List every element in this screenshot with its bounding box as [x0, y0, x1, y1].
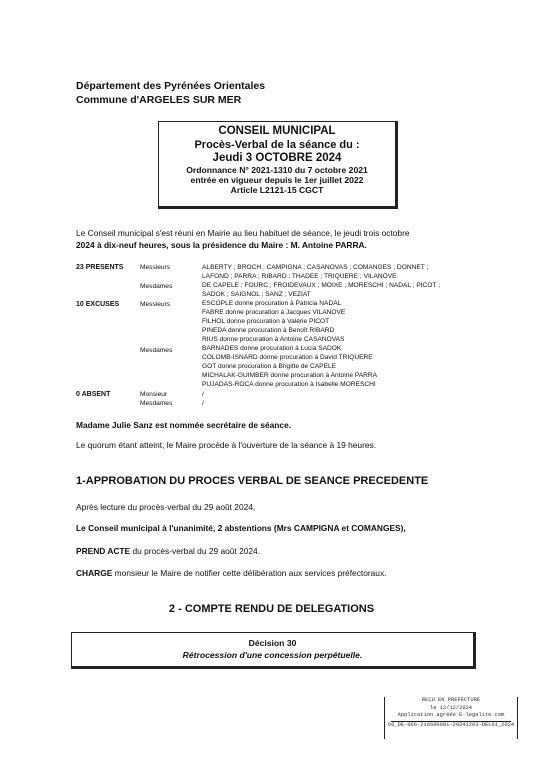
decision-box [71, 632, 476, 669]
prefecture-stamp [384, 697, 518, 739]
section-1-vote: Le Conseil municipal à l'unanimité, 2 abstentions (Mrs CAMPIGNA et COMANGES), [76, 523, 406, 533]
excuses-mesdames-line: BARNADES donne procuration à Lucia SADOK [202, 345, 342, 352]
excuses-mesdames-line: MICHALAK-GUIMBER donne procuration à Antoine PARRA [202, 372, 378, 379]
minutes-title: Procès-Verbal de la séance du : [194, 138, 360, 151]
excuses-messieurs-line: FILHOL donne procuration à Valérie PICOT [202, 318, 330, 325]
excuses-label: 10 EXCUSES [76, 301, 120, 308]
absent-mesdames-label: Mesdames [140, 400, 173, 407]
presents-messieurs-line: LAFOND ; PARRA ; RIBARD ; THADEE ; TRIQUERE ; VILANOVE [202, 273, 397, 280]
presents-label: 23 PRESENTS [76, 264, 124, 271]
intro-line-2: 2024 à dix-neuf heures, sous la présidence du Maire : M. Antoine PARRA. [76, 240, 367, 250]
absent-monsieur-value: / [202, 391, 204, 398]
excuses-messieurs-label: Messieurs [140, 301, 171, 308]
stamp-reference: 66_DE-066-216600081-20241203-DEL01_2024 [387, 721, 515, 728]
intro-line-1: Le Conseil municipal s'est réuni en Mairie au lieu habituel de séance, le jeudi trois octobre [76, 228, 410, 238]
ordinance-ref: Ordonnance N° 2021-1310 du 7 octobre 2021 [186, 165, 368, 176]
stamp-application: Application agréée E-legalite.com [397, 712, 505, 719]
charge-keyword: CHARGE [76, 568, 113, 578]
excuses-mesdames-line: PUJADAS-ROCA donne procuration à Isabelle MORESCHI [202, 381, 376, 388]
excuses-mesdames-line: GOT donne procuration à Brigitte de CAPELE [202, 363, 337, 370]
presents-mesdames-label: Mesdames [140, 283, 173, 290]
excuses-messieurs-line: ESCOPLE donne procuration à Patricia NADAL [202, 300, 342, 307]
section-2-heading: 2 - COMPTE RENDU DE DELEGATIONS [168, 603, 375, 615]
presents-mesdames-line: SADOK ; SAIGNOL ; SANZ ; VEZIAT [202, 291, 311, 298]
absent-monsieur-label: Monsieur [140, 391, 168, 398]
department-name: Département des Pyrénées Orientales [76, 80, 266, 92]
session-date: Jeudi 3 OCTOBRE 2024 [212, 151, 342, 164]
presents-mesdames-line: DE CAPELE ; FOURC ; FROIDEVAUX ; MOIXE ; MORESCHI ; NADAL ; PICOT ; [202, 282, 441, 289]
section-1-heading: 1-APPROBATION DU PROCES VERBAL DE SEANCE PRECEDENTE [76, 475, 429, 487]
prend-acte-keyword: PREND ACTE [76, 546, 131, 556]
excuses-messieurs-line: PINEDA donne procuration à Benoît RIBARD [202, 327, 335, 334]
decision-subject: Rétrocession d'une concession perpétuelle. [182, 650, 363, 660]
section-1-charge [76, 568, 386, 578]
quorum-line: Le quorum étant atteint, le Maire procède à l'ouverture de la séance à 19 heures. [76, 440, 377, 450]
excuses-messieurs-line: RIUS donne procuration à Antoine CASANOVAS [202, 336, 345, 343]
title-box [158, 121, 398, 209]
prend-acte-text: du procès-verbal du 29 août 2024. [130, 546, 261, 556]
secretary-line: Madame Julie Sanz est nommée secrétaire de séance. [76, 420, 292, 430]
charge-text: monsieur le Maire de notifier cette délibération aux services préfectoraux. [112, 568, 387, 578]
excuses-mesdames-label: Mesdames [140, 347, 173, 354]
absent-mesdames-value: / [202, 400, 204, 407]
decision-number: Décision 30 [248, 638, 297, 648]
council-title: CONSEIL MUNICIPAL [218, 125, 336, 137]
ordinance-effect: entrée en vigueur depuis le 1er juillet 2022 [190, 175, 364, 186]
section-1-reading: Après lecture du procès-verbal du 29 août 2024, [76, 502, 256, 512]
presents-messieurs-label: Messieurs [140, 264, 171, 271]
commune-name: Commune d'ARGELES SUR MER [76, 94, 242, 106]
excuses-messieurs-line: FABRE donne procuration à Jacques VILANOVE [202, 309, 346, 316]
absent-label: 0 ABSENT [76, 391, 111, 398]
excuses-mesdames-line: COLOMB-ISNARD donne procuration à David TRIQUERE [202, 354, 373, 361]
presents-messieurs-line: ALBERTY ; BROCH ; CAMPIGNA ; CASANOVAS ; COMANGES ; DONNET ; [202, 264, 429, 271]
stamp-date: le 12/12/2024 [429, 704, 473, 711]
stamp-received: REÇU EN PREFECTURE [421, 697, 481, 703]
article-ref: Article L2121-15 CGCT [230, 185, 324, 196]
section-1-prend-acte [76, 546, 260, 556]
